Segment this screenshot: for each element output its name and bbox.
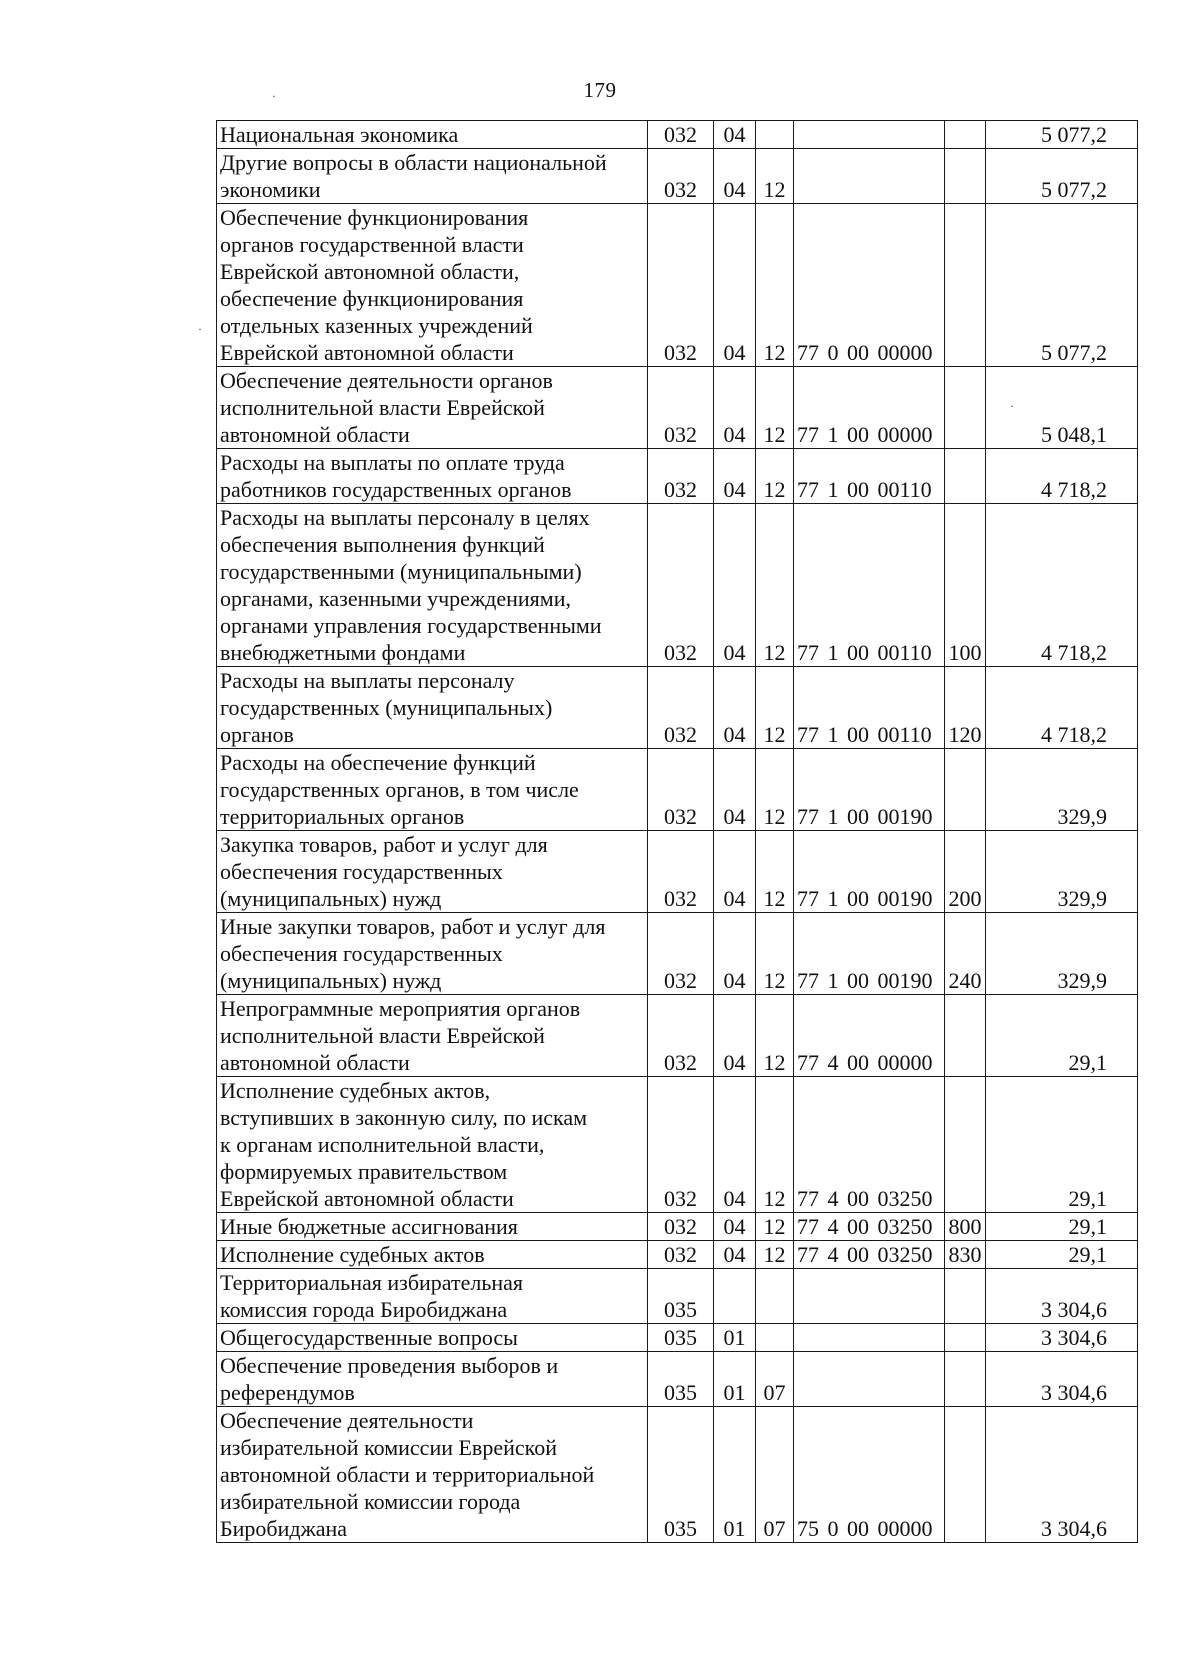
subsection-code: 12 [756,1213,794,1241]
dept-code: 035 [648,1407,714,1543]
scan-speck: · [272,89,276,103]
section-code: 01 [714,1324,756,1352]
table-row [217,1352,1138,1407]
row-description: Другие вопросы в области национальной экономики [217,149,648,204]
table-row [217,667,1138,749]
amount: 329,9 [986,749,1138,831]
target-article-code [794,1352,945,1407]
subsection-code: 12 [756,204,794,367]
dept-code: 032 [648,913,714,995]
target-article-code: 77 1 00 00000 [794,367,945,449]
section-code: 04 [714,449,756,504]
target-article-code: 77 1 00 00110 [794,449,945,504]
subsection-code: 12 [756,913,794,995]
table-row [217,367,1138,449]
table-row [217,204,1138,367]
amount: 3 304,6 [986,1407,1138,1543]
expense-type-code: 830 [945,1241,986,1269]
table-row [217,1324,1138,1352]
expense-type-code [945,1269,986,1324]
dept-code: 032 [648,831,714,913]
subsection-code: 12 [756,149,794,204]
table-row [217,1213,1138,1241]
expense-type-code: 800 [945,1213,986,1241]
target-article-code: 77 1 00 00190 [794,913,945,995]
target-article-code: 75 0 00 00000 [794,1407,945,1543]
amount: 29,1 [986,995,1138,1077]
section-code: 04 [714,504,756,667]
section-code: 04 [714,367,756,449]
expense-type-code [945,449,986,504]
subsection-code: 12 [756,1241,794,1269]
dept-code: 032 [648,121,714,149]
row-description: Иные бюджетные ассигнования [217,1213,648,1241]
page-number: 179 [583,78,617,102]
expense-type-code [945,749,986,831]
row-description: Расходы на выплаты персоналу государственных (муниципальных) органов [217,667,648,749]
amount: 5 077,2 [986,121,1138,149]
section-code: 04 [714,913,756,995]
row-description: Расходы на обеспечение функций государственных органов, в том числе территориальных органов [217,749,648,831]
subsection-code: 12 [756,504,794,667]
subsection-code: 12 [756,995,794,1077]
target-article-code: 77 4 00 03250 [794,1077,945,1213]
expense-type-code [945,204,986,367]
section-code: 04 [714,667,756,749]
dept-code: 032 [648,995,714,1077]
target-article-code: 77 4 00 03250 [794,1213,945,1241]
row-description: Исполнение судебных актов, вступивших в законную силу, по искам к органам исполнительной власти, формируемых правительством Еврейской автономной области [217,1077,648,1213]
subsection-code: 12 [756,367,794,449]
dept-code: 032 [648,1213,714,1241]
target-article-code: 77 4 00 03250 [794,1241,945,1269]
table-row [217,1407,1138,1543]
amount: 4 718,2 [986,449,1138,504]
amount: 329,9 [986,831,1138,913]
expense-type-code [945,367,986,449]
expense-type-code [945,1407,986,1543]
table-row [217,504,1138,667]
table-row [217,831,1138,913]
target-article-code: 77 1 00 00190 [794,831,945,913]
scan-speck: · [198,322,202,336]
section-code: 04 [714,995,756,1077]
section-code [714,1269,756,1324]
dept-code: 032 [648,504,714,667]
row-description: Расходы на выплаты персоналу в целях обеспечения выполнения функций государственными (муниципальными) органами, казенными учреждениями, органами управления государственными внебюджетными фондами [217,504,648,667]
amount: 5 048,1 [986,367,1138,449]
row-description: Территориальная избирательная комиссия города Биробиджана [217,1269,648,1324]
dept-code: 032 [648,367,714,449]
target-article-code [794,1269,945,1324]
table-row [217,149,1138,204]
dept-code: 035 [648,1352,714,1407]
section-code: 04 [714,1213,756,1241]
subsection-code [756,1269,794,1324]
dept-code: 032 [648,449,714,504]
amount: 29,1 [986,1241,1138,1269]
target-article-code: 77 4 00 00000 [794,995,945,1077]
expense-type-code [945,995,986,1077]
amount: 3 304,6 [986,1352,1138,1407]
table-row [217,995,1138,1077]
subsection-code [756,121,794,149]
table-row [217,913,1138,995]
dept-code: 032 [648,667,714,749]
table-row [217,1269,1138,1324]
row-description: Обеспечение проведения выборов и референдумов [217,1352,648,1407]
expense-type-code [945,149,986,204]
section-code: 04 [714,121,756,149]
subsection-code [756,1324,794,1352]
section-code: 04 [714,831,756,913]
dept-code: 032 [648,749,714,831]
section-code: 01 [714,1352,756,1407]
target-article-code [794,1324,945,1352]
amount: 29,1 [986,1213,1138,1241]
dept-code: 032 [648,149,714,204]
dept-code: 032 [648,1077,714,1213]
table-row [217,749,1138,831]
subsection-code: 07 [756,1407,794,1543]
row-description: Обеспечение функционирования органов государственной власти Еврейской автономной области, обеспечение функционирования отдельных казенных учреждений Еврейской автономной области [217,204,648,367]
expense-type-code [945,1352,986,1407]
table-row [217,1241,1138,1269]
dept-code: 032 [648,204,714,367]
target-article-code: 77 1 00 00110 [794,504,945,667]
target-article-code [794,121,945,149]
amount: 29,1 [986,1077,1138,1213]
section-code: 04 [714,749,756,831]
expense-type-code [945,1077,986,1213]
row-description: Общегосударственные вопросы [217,1324,648,1352]
amount: 4 718,2 [986,667,1138,749]
subsection-code: 12 [756,749,794,831]
dept-code: 035 [648,1324,714,1352]
section-code: 01 [714,1407,756,1543]
expense-type-code: 120 [945,667,986,749]
expense-type-code: 200 [945,831,986,913]
row-description: Непрограммные мероприятия органов исполнительной власти Еврейской автономной области [217,995,648,1077]
row-description: Обеспечение деятельности избирательной комиссии Еврейской автономной области и территориальной избирательной комиссии города Биробиджана [217,1407,648,1543]
row-description: Закупка товаров, работ и услуг для обеспечения государственных (муниципальных) нужд [217,831,648,913]
subsection-code: 12 [756,667,794,749]
amount: 3 304,6 [986,1324,1138,1352]
target-article-code: 77 1 00 00110 [794,667,945,749]
expense-type-code: 240 [945,913,986,995]
row-description: Национальная экономика [217,121,648,149]
expense-type-code: 100 [945,504,986,667]
section-code: 04 [714,1077,756,1213]
budget-table-body [217,121,1138,1543]
section-code: 04 [714,1241,756,1269]
table-row [217,1077,1138,1213]
scan-speck: · [1010,399,1014,413]
expense-type-code [945,1324,986,1352]
target-article-code [794,149,945,204]
subsection-code: 12 [756,831,794,913]
row-description: Исполнение судебных актов [217,1241,648,1269]
dept-code: 035 [648,1269,714,1324]
subsection-code: 07 [756,1352,794,1407]
amount: 3 304,6 [986,1269,1138,1324]
subsection-code: 12 [756,1077,794,1213]
target-article-code: 77 0 00 00000 [794,204,945,367]
amount: 5 077,2 [986,149,1138,204]
budget-table [216,120,1138,1543]
amount: 5 077,2 [986,204,1138,367]
row-description: Обеспечение деятельности органов исполнительной власти Еврейской автономной области [217,367,648,449]
target-article-code: 77 1 00 00190 [794,749,945,831]
row-description: Иные закупки товаров, работ и услуг для обеспечения государственных (муниципальных) нужд [217,913,648,995]
amount: 4 718,2 [986,504,1138,667]
amount: 329,9 [986,913,1138,995]
section-code: 04 [714,149,756,204]
row-description: Расходы на выплаты по оплате труда работников государственных органов [217,449,648,504]
table-row [217,449,1138,504]
expense-type-code [945,121,986,149]
section-code: 04 [714,204,756,367]
subsection-code: 12 [756,449,794,504]
dept-code: 032 [648,1241,714,1269]
table-row [217,121,1138,149]
